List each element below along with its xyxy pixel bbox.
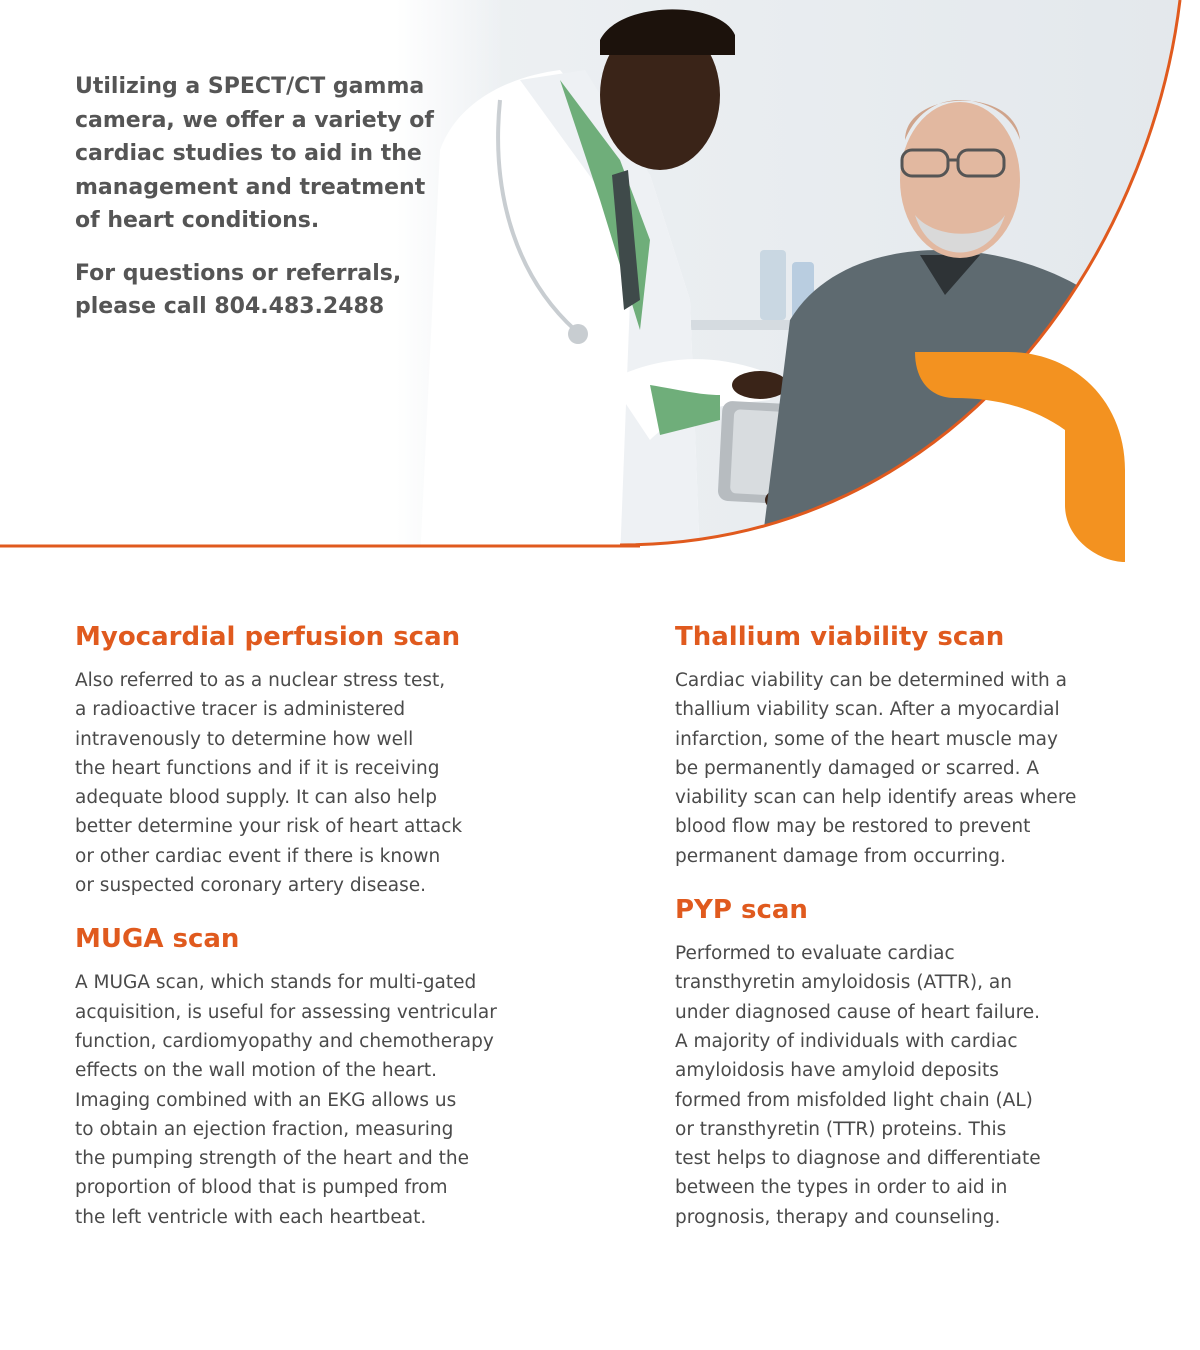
pyp-title: PYP scan — [675, 895, 808, 926]
muga-title: MUGA scan — [75, 924, 240, 955]
pyp-text: Performed to evaluate cardiac transthyretin amyloidosis (ATTR), an under diagnosed cause of heart failure. A majority of individuals with cardiac amyloidosis have amyloid deposits formed from misfolded light chain (AL) or transthyretin (TTR) proteins. This test helps to diagnose and differentiate between the types in order to aid in prognosis, therapy and counseling. — [675, 943, 1041, 1228]
left-column — [75, 618, 545, 1252]
muga-text: A MUGA scan, which stands for multi-gated acquisition, is useful for assessing ventricular function, cardiomyopathy and chemotherapy effects on the wall motion of the heart. Imaging combined with an EKG allows us to obtain an ejection fraction, measuring the pumping strength of the heart and the proportion of blood that is pumped from the left ventricle with each heartbeat. — [75, 972, 497, 1228]
intro-text: Utilizing a SPECT/CT gamma camera, we offer a variety of cardiac studies to aid in the management and treatment of heart conditions. — [75, 74, 434, 233]
myocardial-perfusion-title: Myocardial perfusion scan — [75, 622, 461, 652]
myocardial-perfusion-text: Also referred to as a nuclear stress test, a radioactive tracer is administered intravenously to determine how well the heart functions and if it is receiving adequate blood supply. It can also help better determine your risk of heart attack or other cardiac event if there is known or suspected coronary artery disease. — [75, 670, 463, 897]
thallium-viability-title: Thallium viability scan — [675, 622, 1005, 652]
referral-text: For questions or referrals, please call 804.483.2488 — [75, 260, 402, 319]
thallium-viability-text: Cardiac viability can be determined with a thallium viability scan. After a myocardial infarction, some of the heart muscle may be permanently damaged or scarred. A viability scan can help identify areas where blood flow may be restored to prevent permanent damage from occurring. — [675, 670, 1077, 867]
right-column — [675, 618, 1145, 1252]
intro-block — [75, 70, 435, 343]
